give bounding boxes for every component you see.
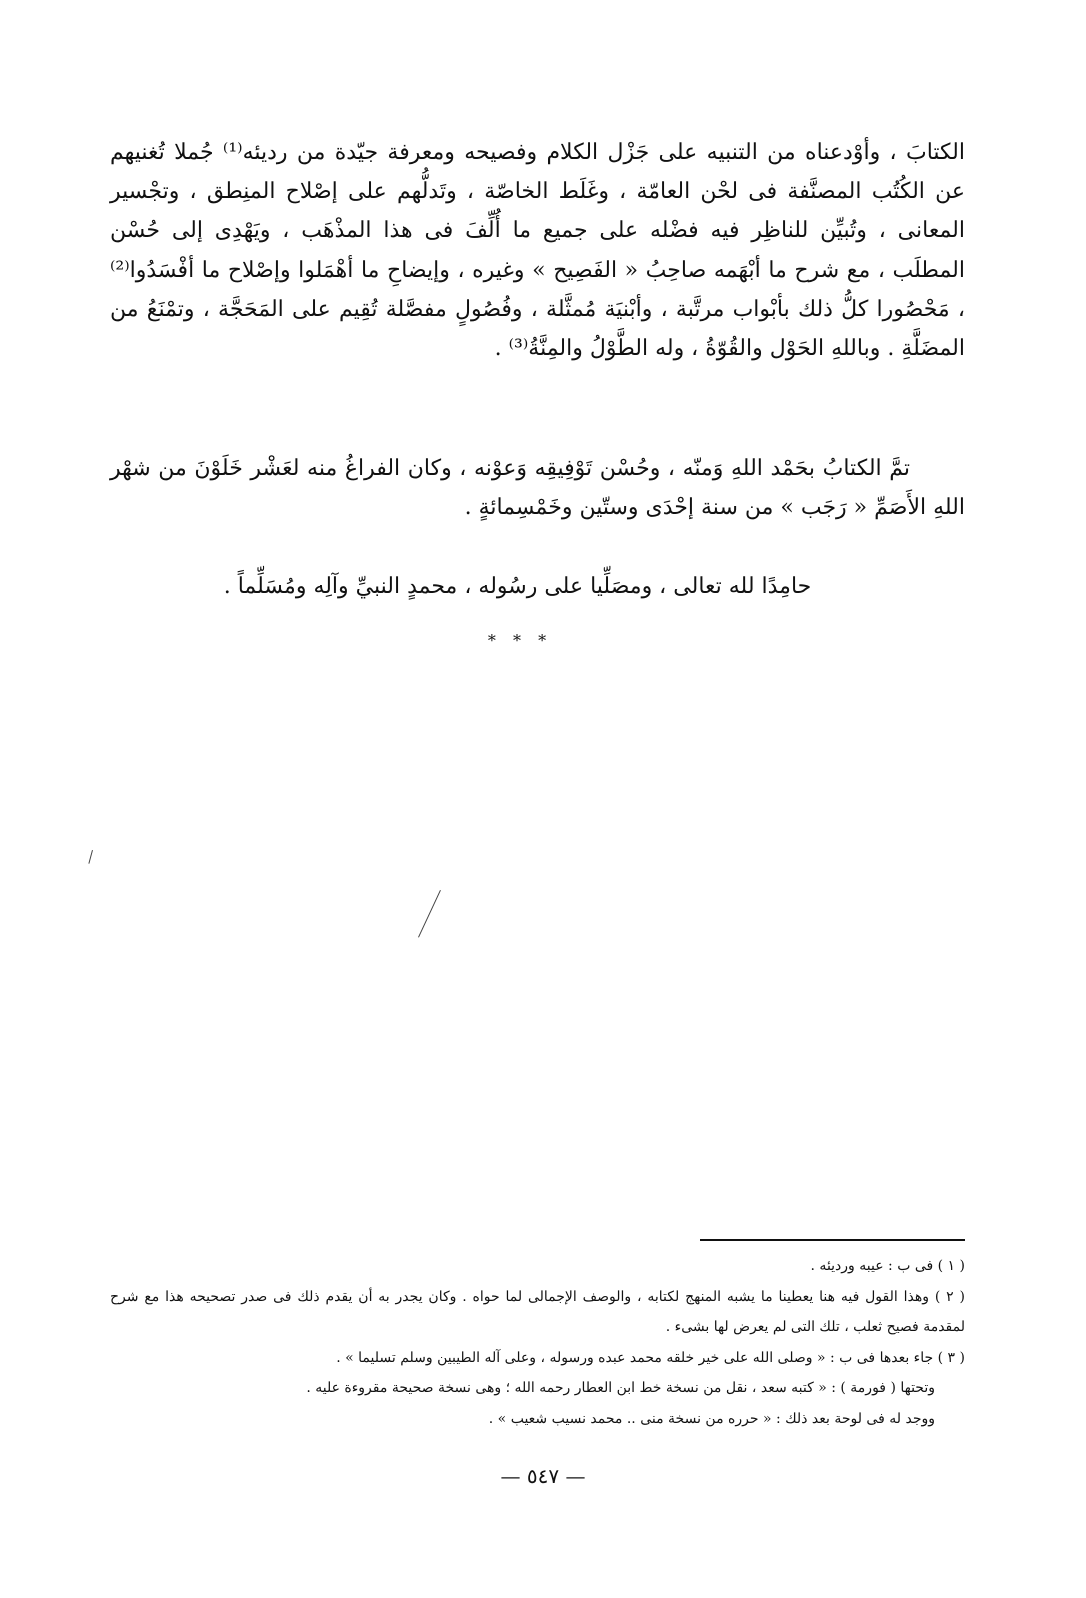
footnote-1: ( ١ ) فى ب : عيبه ورديئه . [810, 1258, 965, 1274]
scan-artifact-mark [88, 850, 93, 864]
footnote-divider [700, 1239, 965, 1241]
body-paragraph-1: الكتابَ ، وأوْدعناه من التنبيه على جَزْل الكلام وفصيحه ومعرفة جيّدة من رديئه⁽¹⁾ جُملا تُغنيهم عن الكُتُب المصنَّفة فى لحْن العامّة ، وغَلَط الخاصّة ، وتَدلُّهم على إصْلاح المنِطق ، وتجْسير المعانى ، وتُبيِّن للناظِر فيه فضْله على جميع ما أُلِّفَ فى هذا المذْهَب ، ويَهْدِى إلى حُسْن المطلَب ، مع شرح ما أبْهَمه صاحِبُ « الفَصِيح » وغيره ، وإيضاحِ ما أهْمَلوا وإصْلاح ما أفْسَدُوا⁽²⁾ ، مَحْصُورا كلُّ ذلك بأبْواب مرتَّبة ، وأبْنيَة مُمثَّلة ، وفُصُولٍ مفصَّلة تُقِيم على المَحَجَّة ، وتمْنَعُ من المضَلَّةِ . وباللهِ الحَوْل والقُوّةُ ، وله الطَّوْلُ والمِنَّةُ⁽³⁾ . [110, 140, 965, 362]
page-number: — ٥٤٧ — [500, 1464, 586, 1488]
footnote-3-continuation: وتحتها ( فورمة ) : « كتبه سعد ، نقل من نسخة خط ابن العطار رحمه الله ؛ وهى نسخة صحيحة مقروءة عليه . [306, 1380, 935, 1396]
footnote-3-continuation: ووجد له فى لوحة بعد ذلك : « حرره من نسخة منى .. محمد نسيب شعيب » . [488, 1410, 935, 1427]
footnote-2: ( ٢ ) وهذا القول فيه هنا يعطينا ما يشبه المنهج لكتابه ، والوصف الإجمالى لما حواه . وكان يجدر به أن يقدم ذلك فى صدر تصحيحه هذا مع شرح لمقدمة فصيح ثعلب ، تلك التى لم يعرض لها بشىء . [110, 1288, 965, 1335]
scan-artifact-mark [418, 890, 441, 938]
body-paragraph-2: تمَّ الكتابُ بحَمْد اللهِ وَمنّه ، وحُسْن تَوْفِيقِه وَعوْنه ، وكان الفراغُ منه لعَشْر خَلَوْنَ من شهْر اللهِ الأَصَمِّ « رَجَب » من سنة إحْدَى وستّين وخَمْسِمائةٍ . [110, 456, 965, 521]
footnotes [110, 1251, 965, 1434]
footnote-3: ( ٣ ) جاء بعدها فى ب : « وصلى الله على خير خلقه محمد عبده ورسوله ، وعلى آله الطيبين وسلم تسليما » . [336, 1349, 965, 1366]
section-separator: * * * [487, 631, 553, 650]
body-paragraph-3: حامِدًا لله تعالى ، ومصَلِّيا على رسُوله ، محمدٍ النبيِّ وآلِه ومُسَلِّماً . [223, 574, 812, 599]
